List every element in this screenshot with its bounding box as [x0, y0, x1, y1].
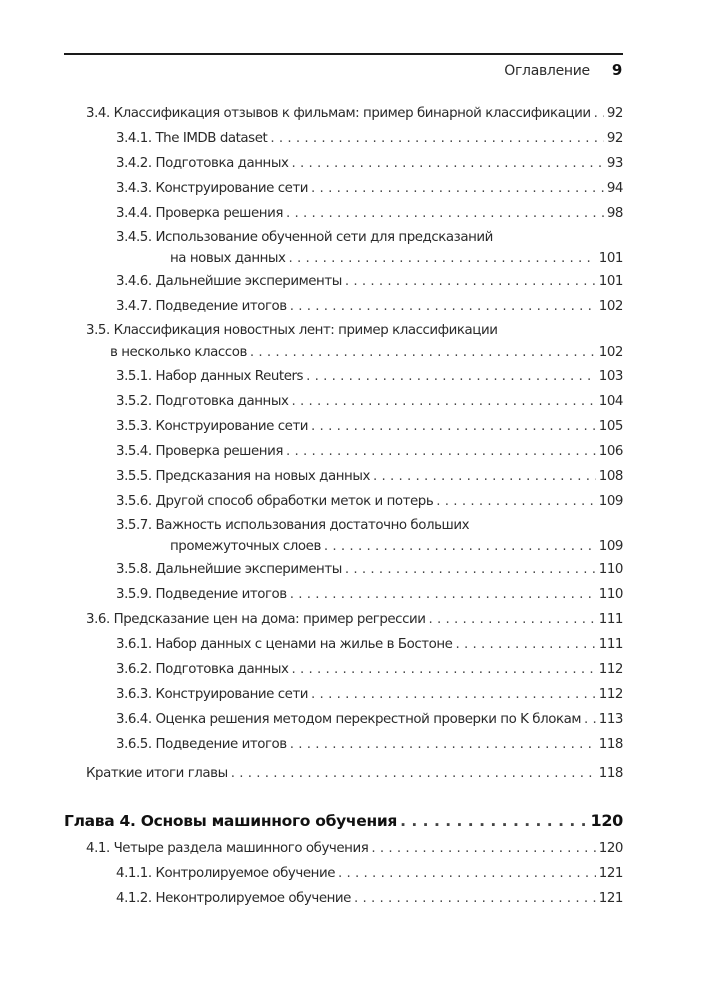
entry-page: 109 [598, 494, 623, 509]
dot-leader [306, 364, 596, 389]
toc-entry-3-6-1[interactable] [64, 632, 623, 657]
dot-leader [290, 732, 596, 757]
entry-title: Классификация новостных лент: пример классификации [113, 323, 498, 338]
entry-page: 104 [598, 394, 623, 409]
running-head [504, 61, 622, 79]
dot-leader [455, 632, 595, 657]
entry-page: 105 [598, 419, 623, 434]
entry-title: Набор данных Reuters [155, 369, 304, 384]
toc-entry-3-5-6[interactable] [64, 489, 623, 514]
entry-number: 3.6.4. [116, 712, 152, 727]
toc-entry-3-4-6[interactable] [64, 269, 623, 294]
dot-leader [428, 607, 595, 632]
entry-title: Набор данных с ценами на жилье в Бостоне [155, 637, 453, 652]
dot-leader [345, 557, 596, 582]
entry-title: Важность использования достаточно больших [155, 518, 470, 533]
toc-entry-4-1-2[interactable] [64, 886, 623, 911]
toc-entry-3-5-9[interactable] [64, 582, 623, 607]
entry-number: 3.5.5. [116, 469, 152, 484]
entry-title: Четыре раздела машинного обучения [113, 841, 369, 856]
entry-number: 3.4.6. [116, 274, 152, 289]
entry-page: 111 [598, 637, 623, 652]
toc-entry-3-5-3[interactable] [64, 414, 623, 439]
entry-page: 108 [598, 469, 623, 484]
entry-title: Проверка решения [155, 206, 283, 221]
dot-leader [584, 707, 596, 732]
entry-page: 120 [590, 811, 623, 830]
dot-leader [594, 101, 604, 126]
toc-entry-3-5-7[interactable] [64, 514, 623, 557]
entry-page: 111 [598, 612, 623, 627]
entry-page: 101 [598, 274, 623, 289]
entry-number: 4.1. [86, 841, 110, 856]
entry-number: 3.4.1. [116, 131, 152, 146]
entry-title: Подготовка данных [155, 394, 289, 409]
entry-number: 3.5.1. [116, 369, 152, 384]
header-rule [64, 53, 623, 55]
entry-number: 3.5.7. [116, 518, 152, 533]
entry-number: 3.5. [86, 323, 110, 338]
entry-number: 3.4.3. [116, 181, 152, 196]
entry-number: 3.5.8. [116, 562, 152, 577]
toc-entry-3-5-8[interactable] [64, 557, 623, 582]
dot-leader [291, 657, 595, 682]
entry-title: Краткие итоги главы [86, 766, 228, 781]
dot-leader [338, 861, 596, 886]
toc-entry-3-4-1[interactable] [64, 126, 623, 151]
toc-entry-3-4-2[interactable] [64, 151, 623, 176]
entry-number: 3.4.2. [116, 156, 152, 171]
entry-page: 98 [606, 206, 623, 221]
toc-entry-chapter-summary[interactable] [64, 761, 623, 786]
dot-leader [373, 464, 596, 489]
dot-leader [311, 682, 596, 707]
entry-title-continued: промежуточных слоев [170, 539, 321, 554]
entry-page: 120 [598, 841, 623, 856]
dot-leader [311, 176, 604, 201]
entry-page: 110 [598, 562, 623, 577]
entry-title: Классификация отзывов к фильмам: пример бинарной классификации [113, 106, 591, 121]
entry-number: 3.4. [86, 106, 110, 121]
entry-title: Неконтролируемое обучение [155, 891, 351, 906]
dot-leader [324, 537, 596, 557]
entry-number: 3.5.4. [116, 444, 152, 459]
entry-number: 3.4.7. [116, 299, 152, 314]
dot-leader [270, 126, 604, 151]
entry-title: Проверка решения [155, 444, 283, 459]
entry-title: Дальнейшие эксперименты [155, 274, 342, 289]
entry-number: 3.5.3. [116, 419, 152, 434]
entry-title: Дальнейшие эксперименты [155, 562, 342, 577]
entry-number: 3.6.2. [116, 662, 152, 677]
dot-leader [311, 414, 596, 439]
dot-leader [354, 886, 596, 911]
toc-entry-3-4-5[interactable] [64, 226, 623, 269]
entry-title: Контролируемое обучение [155, 866, 335, 881]
entry-number: 3.5.2. [116, 394, 152, 409]
toc-entry-4-1-1[interactable] [64, 861, 623, 886]
entry-title: Предсказания на новых данных [155, 469, 370, 484]
entry-title: Подготовка данных [155, 662, 289, 677]
dot-leader [400, 808, 587, 834]
dot-leader [436, 489, 596, 514]
table-of-contents [64, 101, 623, 911]
toc-entry-3-4-3[interactable] [64, 176, 623, 201]
entry-title: Конструирование сети [155, 687, 309, 702]
entry-number: 3.6.5. [116, 737, 152, 752]
entry-page: 110 [598, 587, 623, 602]
toc-entry-3-5-2[interactable] [64, 389, 623, 414]
entry-title: Использование обученной сети для предсказаний [155, 230, 493, 245]
entry-title: Подготовка данных [155, 156, 289, 171]
running-head-title: Оглавление [504, 63, 590, 79]
entry-title-continued: в несколько классов [110, 345, 247, 360]
entry-page: 113 [598, 712, 623, 727]
entry-title: Другой способ обработки меток и потерь [155, 494, 434, 509]
entry-number: 3.4.4. [116, 206, 152, 221]
entry-title: Предсказание цен на дома: пример регрессии [113, 612, 426, 627]
toc-entry-3-4[interactable] [64, 101, 623, 126]
dot-leader [231, 761, 596, 786]
entry-title: Подведение итогов [155, 299, 287, 314]
entry-title: Конструирование сети [155, 419, 309, 434]
toc-entry-3-6-4[interactable] [64, 707, 623, 732]
dot-leader [290, 582, 596, 607]
entry-title: Оценка решения методом перекрестной проверки по K блокам [155, 712, 581, 727]
dot-leader [290, 294, 596, 319]
entry-page: 92 [606, 131, 623, 146]
entry-page: 112 [598, 687, 623, 702]
toc-entry-3-6-2[interactable] [64, 657, 623, 682]
entry-number: 3.4.5. [116, 230, 152, 245]
entry-page: 118 [598, 737, 623, 752]
entry-title: The IMDB dataset [155, 131, 268, 146]
entry-number: 3.6.1. [116, 637, 152, 652]
toc-entry-4-1[interactable] [64, 836, 623, 861]
entry-page: 103 [598, 369, 623, 384]
toc-entry-3-5-4[interactable] [64, 439, 623, 464]
toc-entry-3-4-7[interactable] [64, 294, 623, 319]
toc-entry-3-6-3[interactable] [64, 682, 623, 707]
entry-page: 94 [606, 181, 623, 196]
entry-title-continued: на новых данных [170, 251, 286, 266]
entry-number: 3.5.6. [116, 494, 152, 509]
dot-leader [286, 439, 596, 464]
entry-title: Подведение итогов [155, 587, 287, 602]
dot-leader [291, 151, 603, 176]
dot-leader [286, 201, 604, 226]
dot-leader [345, 269, 596, 294]
entry-number: 3.6.3. [116, 687, 152, 702]
entry-page: 112 [598, 662, 623, 677]
entry-page: 109 [598, 539, 623, 554]
entry-page: 101 [598, 251, 623, 266]
entry-page: 121 [598, 866, 623, 881]
entry-page: 92 [606, 106, 623, 121]
entry-number: 3.5.9. [116, 587, 152, 602]
entry-title: Подведение итогов [155, 737, 287, 752]
dot-leader [371, 836, 595, 861]
toc-entry-3-6[interactable] [64, 607, 623, 632]
toc-entry-3-5-1[interactable] [64, 364, 623, 389]
toc-entry-chapter-4[interactable] [64, 808, 623, 834]
entry-page: 118 [598, 766, 623, 781]
entry-page: 121 [598, 891, 623, 906]
entry-page: 106 [598, 444, 623, 459]
chapter-title: Глава 4. Основы машинного обучения [64, 812, 398, 830]
toc-entry-3-6-5[interactable] [64, 732, 623, 757]
dot-leader [250, 342, 596, 364]
dot-leader [291, 389, 595, 414]
entry-page: 93 [606, 156, 623, 171]
toc-entry-3-5-5[interactable] [64, 464, 623, 489]
entry-title: Конструирование сети [155, 181, 309, 196]
entry-number: 3.6. [86, 612, 110, 627]
toc-entry-3-5[interactable] [64, 319, 623, 364]
entry-page: 102 [598, 345, 623, 360]
toc-entry-3-4-4[interactable] [64, 201, 623, 226]
dot-leader [289, 249, 596, 269]
entry-number: 4.1.2. [116, 891, 152, 906]
entry-page: 102 [598, 299, 623, 314]
entry-number: 4.1.1. [116, 866, 152, 881]
page-number: 9 [611, 61, 622, 79]
